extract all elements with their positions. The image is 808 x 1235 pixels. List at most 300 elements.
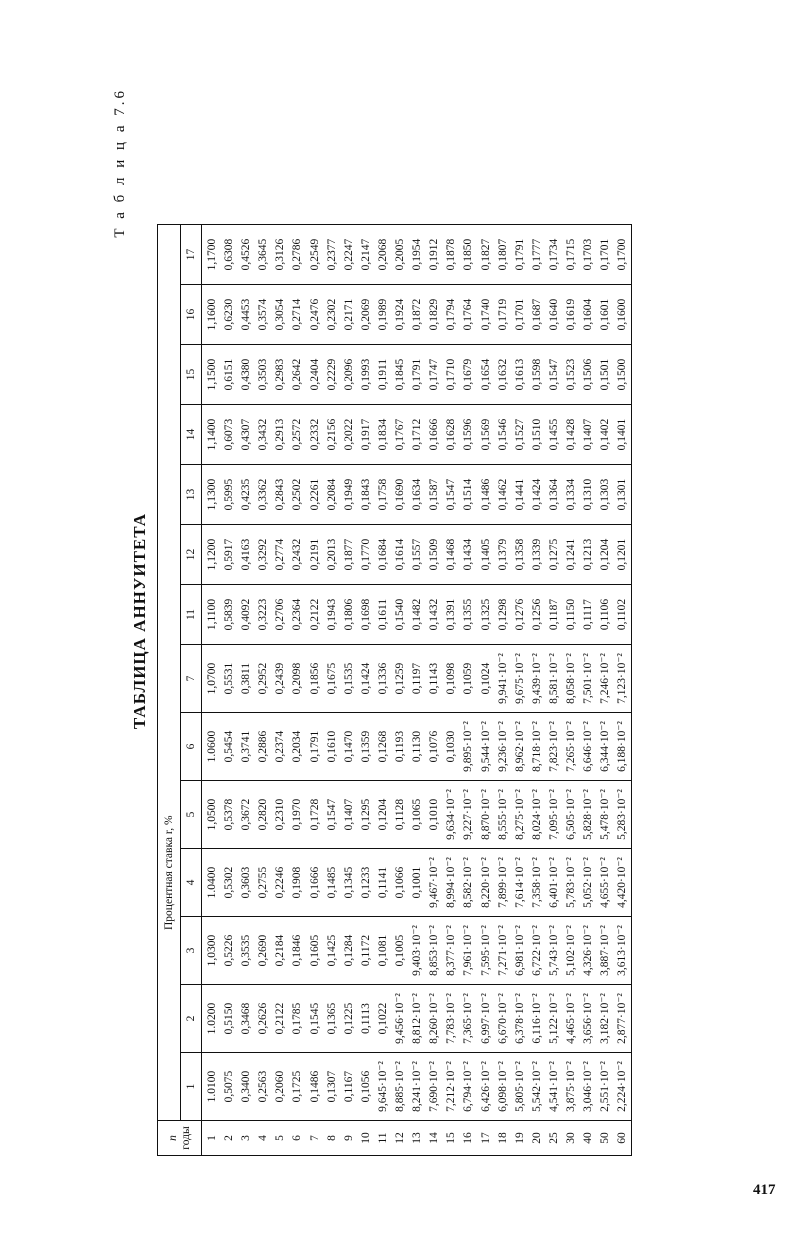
n-cell: 50 — [597, 1121, 614, 1156]
value-cell: 0,2706 — [272, 585, 289, 645]
value-cell: 0,5454 — [221, 713, 238, 781]
value-cell: 0,1201 — [614, 525, 632, 585]
value-cell: 7,614·10⁻² — [512, 849, 529, 917]
n-cell: 9 — [341, 1121, 358, 1156]
value-cell: 3,656·10⁻² — [580, 985, 597, 1053]
value-cell: 0,1596 — [460, 405, 477, 465]
value-cell: 0,1807 — [495, 225, 512, 285]
value-cell: 0,1546 — [495, 405, 512, 465]
value-cell: 0,1407 — [341, 781, 358, 849]
value-cell: 7,095·10⁻² — [546, 781, 563, 849]
table-row — [495, 225, 512, 1156]
n-label: n — [166, 1135, 179, 1141]
rate-header-cell: 15 — [181, 345, 202, 405]
value-cell: 0,2432 — [289, 525, 306, 585]
table-row — [478, 225, 495, 1156]
value-cell: 0,2755 — [255, 849, 272, 917]
value-cell: 7,358·10⁻² — [529, 849, 546, 917]
value-cell: 0,1462 — [495, 465, 512, 525]
value-cell: 6,670·10⁻² — [495, 985, 512, 1053]
value-cell: 0,1486 — [478, 465, 495, 525]
value-cell: 3,046·10⁻² — [580, 1053, 597, 1121]
value-cell: 0,1359 — [358, 713, 375, 781]
value-cell: 0,1197 — [409, 645, 426, 713]
value-cell: 6,116·10⁻² — [529, 985, 546, 1053]
value-cell: 0,1113 — [358, 985, 375, 1053]
value-cell: 0,1666 — [426, 405, 443, 465]
value-cell: 7,501·10⁻² — [580, 645, 597, 713]
value-cell: 0,1066 — [392, 849, 409, 917]
value-cell: 0,1845 — [392, 345, 409, 405]
value-cell: 6,794·10⁻² — [460, 1053, 477, 1121]
table-row — [529, 225, 546, 1156]
value-cell: 0,2229 — [324, 345, 341, 405]
value-cell: 0,1619 — [563, 285, 580, 345]
n-years-header — [158, 1121, 202, 1156]
value-cell: 5,783·10⁻² — [563, 849, 580, 917]
value-cell: 0,1233 — [358, 849, 375, 917]
value-cell: 0,1102 — [614, 585, 632, 645]
value-cell: 9,645·10⁻² — [375, 1053, 392, 1121]
value-cell: 5,805·10⁻² — [512, 1053, 529, 1121]
value-cell: 0,1912 — [426, 225, 443, 285]
value-cell: 0,1587 — [426, 465, 443, 525]
value-cell: 0,1924 — [392, 285, 409, 345]
value-cell: 1,1300 — [202, 465, 222, 525]
rate-header-cell: 2 — [181, 985, 202, 1053]
annuity-table — [157, 224, 632, 1156]
table-row — [358, 225, 375, 1156]
value-cell: 0,3362 — [255, 465, 272, 525]
value-cell: 8,377·10⁻² — [443, 917, 460, 985]
value-cell: 9,675·10⁻² — [512, 645, 529, 713]
value-cell: 0,1540 — [392, 585, 409, 645]
value-cell: 0,1785 — [289, 985, 306, 1053]
value-cell: 0,1428 — [563, 405, 580, 465]
value-cell: 0,1482 — [409, 585, 426, 645]
value-cell: 0,2302 — [324, 285, 341, 345]
value-cell: 0,1514 — [460, 465, 477, 525]
value-cell: 7,246·10⁻² — [597, 645, 614, 713]
value-cell: 1,1400 — [202, 405, 222, 465]
value-cell: 0,2034 — [289, 713, 306, 781]
value-cell: 0,1143 — [426, 645, 443, 713]
value-cell: 0,2886 — [255, 713, 272, 781]
value-cell: 0,1325 — [478, 585, 495, 645]
value-cell: 0,1059 — [460, 645, 477, 713]
value-cell: 7,123·10⁻² — [614, 645, 632, 713]
value-cell: 0,1878 — [443, 225, 460, 285]
value-cell: 0,2502 — [289, 465, 306, 525]
value-cell: 0,1614 — [392, 525, 409, 585]
value-cell: 7,271·10⁻² — [495, 917, 512, 985]
value-cell: 5,052·10⁻² — [580, 849, 597, 917]
value-cell: 4,541·10⁻² — [546, 1053, 563, 1121]
value-cell: 0,1610 — [324, 713, 341, 781]
value-cell: 0,1364 — [546, 465, 563, 525]
n-cell: 16 — [460, 1121, 477, 1156]
value-cell: 0,3811 — [238, 645, 255, 713]
value-cell: 1.0600 — [202, 713, 222, 781]
value-cell: 0,1850 — [460, 225, 477, 285]
value-cell: 2,551·10⁻² — [597, 1053, 614, 1121]
n-cell: 15 — [443, 1121, 460, 1156]
value-cell: 0,1547 — [324, 781, 341, 849]
value-cell: 1.0200 — [202, 985, 222, 1053]
value-cell: 0,1379 — [495, 525, 512, 585]
value-cell: 0,1172 — [358, 917, 375, 985]
value-cell: 0,1065 — [409, 781, 426, 849]
value-cell: 0,1703 — [580, 225, 597, 285]
value-cell: 0,1076 — [426, 713, 443, 781]
value-cell: 0,3503 — [255, 345, 272, 405]
value-cell: 0,2156 — [324, 405, 341, 465]
value-cell: 8,555·10⁻² — [495, 781, 512, 849]
value-cell: 8,581·10⁻² — [546, 645, 563, 713]
table-row — [443, 225, 460, 1156]
rate-header-cell: 4 — [181, 849, 202, 917]
value-cell: 6,378·10⁻² — [512, 985, 529, 1053]
page-number: 417 — [753, 1182, 776, 1198]
value-cell: 1,1200 — [202, 525, 222, 585]
value-cell: 0,2563 — [255, 1053, 272, 1121]
value-cell: 0,4163 — [238, 525, 255, 585]
value-cell: 0,2068 — [375, 225, 392, 285]
table-row — [512, 225, 529, 1156]
value-cell: 1,0700 — [202, 645, 222, 713]
value-cell: 8,885·10⁻² — [392, 1053, 409, 1121]
value-cell: 0,3468 — [238, 985, 255, 1053]
value-cell: 8,962·10⁻² — [512, 713, 529, 781]
value-cell: 0,1547 — [443, 465, 460, 525]
value-cell: 0,1256 — [529, 585, 546, 645]
n-cell: 3 — [238, 1121, 255, 1156]
value-cell: 0,1791 — [307, 713, 324, 781]
value-cell: 0,1307 — [324, 1053, 341, 1121]
value-cell: 0,2404 — [307, 345, 324, 405]
value-cell: 7,365·10⁻² — [460, 985, 477, 1053]
value-cell: 7,595·10⁻² — [478, 917, 495, 985]
value-cell: 6,344·10⁻² — [597, 713, 614, 781]
value-cell: 0,1486 — [307, 1053, 324, 1121]
n-cell: 8 — [324, 1121, 341, 1156]
value-cell: 0,1640 — [546, 285, 563, 345]
value-cell: 0,1628 — [443, 405, 460, 465]
value-cell: 0,1259 — [392, 645, 409, 713]
value-cell: 0,1690 — [392, 465, 409, 525]
value-cell: 0,1470 — [341, 713, 358, 781]
value-cell: 0,3223 — [255, 585, 272, 645]
value-cell: 1,1100 — [202, 585, 222, 645]
value-cell: 0,2572 — [289, 405, 306, 465]
n-cell: 18 — [495, 1121, 512, 1156]
n-cell: 19 — [512, 1121, 529, 1156]
value-cell: 0,1767 — [392, 405, 409, 465]
value-cell: 0,1872 — [409, 285, 426, 345]
value-cell: 0,1989 — [375, 285, 392, 345]
value-cell: 4,465·10⁻² — [563, 985, 580, 1053]
value-cell: 0,2626 — [255, 985, 272, 1053]
value-cell: 9,941·10⁻² — [495, 645, 512, 713]
value-cell: 0,3292 — [255, 525, 272, 585]
value-cell: 6,426·10⁻² — [478, 1053, 495, 1121]
value-cell: 0,2843 — [272, 465, 289, 525]
value-cell: 0,1846 — [289, 917, 306, 985]
value-cell: 0,3126 — [272, 225, 289, 285]
value-cell: 0,1877 — [341, 525, 358, 585]
value-cell: 0,1275 — [546, 525, 563, 585]
n-cell: 1 — [202, 1121, 222, 1156]
value-cell: 0,1500 — [614, 345, 632, 405]
table-row — [375, 225, 392, 1156]
value-cell: 0,2913 — [272, 405, 289, 465]
value-cell: 6,722·10⁻² — [529, 917, 546, 985]
value-cell: 0,1764 — [460, 285, 477, 345]
value-cell: 0,2786 — [289, 225, 306, 285]
value-cell: 8,870·10⁻² — [478, 781, 495, 849]
value-cell: 0,4453 — [238, 285, 255, 345]
n-cell: 20 — [529, 1121, 546, 1156]
value-cell: 0,1601 — [597, 285, 614, 345]
value-cell: 0,3535 — [238, 917, 255, 985]
value-cell: 0,6230 — [221, 285, 238, 345]
value-cell: 0,1527 — [512, 405, 529, 465]
n-cell: 5 — [272, 1121, 289, 1156]
value-cell: 0,5226 — [221, 917, 238, 985]
value-cell: 7,823·10⁻² — [546, 713, 563, 781]
value-cell: 0,1310 — [580, 465, 597, 525]
value-cell: 0,5378 — [221, 781, 238, 849]
value-cell: 0,2374 — [272, 713, 289, 781]
n-cell: 14 — [426, 1121, 443, 1156]
table-row — [580, 225, 597, 1156]
value-cell: 0,1468 — [443, 525, 460, 585]
rate-header-cell: 3 — [181, 917, 202, 985]
value-cell: 6,505·10⁻² — [563, 781, 580, 849]
value-cell: 0,1334 — [563, 465, 580, 525]
value-cell: 0,1141 — [375, 849, 392, 917]
value-cell: 0,1728 — [307, 781, 324, 849]
n-cell: 17 — [478, 1121, 495, 1156]
value-cell: 0,1827 — [478, 225, 495, 285]
value-cell: 0,2642 — [289, 345, 306, 405]
value-cell: 0,1993 — [358, 345, 375, 405]
value-cell: 5,478·10⁻² — [597, 781, 614, 849]
value-cell: 0,1295 — [358, 781, 375, 849]
value-cell: 1.0100 — [202, 1053, 222, 1121]
value-cell: 7,961·10⁻² — [460, 917, 477, 985]
value-cell: 0,1834 — [375, 405, 392, 465]
value-cell: 0,2439 — [272, 645, 289, 713]
value-cell: 9,236·10⁻² — [495, 713, 512, 781]
table-row — [546, 225, 563, 1156]
value-cell: 0,1010 — [426, 781, 443, 849]
value-cell: 0,1167 — [341, 1053, 358, 1121]
value-cell: 8,994·10⁻² — [443, 849, 460, 917]
rate-header-cell: 12 — [181, 525, 202, 585]
value-cell: 0,1391 — [443, 585, 460, 645]
value-cell: 0,1276 — [512, 585, 529, 645]
value-cell: 0,1284 — [341, 917, 358, 985]
table-row — [202, 225, 222, 1156]
n-cell: 13 — [409, 1121, 426, 1156]
rate-row — [181, 225, 202, 1156]
value-cell: 0,1557 — [409, 525, 426, 585]
value-cell: 0,1298 — [495, 585, 512, 645]
value-cell: 0,3400 — [238, 1053, 255, 1121]
table-row — [238, 225, 255, 1156]
value-cell: 0,1679 — [460, 345, 477, 405]
value-cell: 5,122·10⁻² — [546, 985, 563, 1053]
value-cell: 5,283·10⁻² — [614, 781, 632, 849]
value-cell: 0,1005 — [392, 917, 409, 985]
n-cell: 30 — [563, 1121, 580, 1156]
value-cell: 0,1843 — [358, 465, 375, 525]
table-row — [289, 225, 306, 1156]
value-cell: 0,1600 — [614, 285, 632, 345]
value-cell: 0,1509 — [426, 525, 443, 585]
value-cell: 0,3603 — [238, 849, 255, 917]
value-cell: 0,2952 — [255, 645, 272, 713]
value-cell: 8,812·10⁻² — [409, 985, 426, 1053]
n-cell: 4 — [255, 1121, 272, 1156]
value-cell: 6,646·10⁻² — [580, 713, 597, 781]
value-cell: 8,058·10⁻² — [563, 645, 580, 713]
value-cell: 0,1523 — [563, 345, 580, 405]
value-cell: 0,2714 — [289, 285, 306, 345]
years-label: годы — [179, 1126, 192, 1150]
value-cell: 5,743·10⁻² — [546, 917, 563, 985]
rate-header-cell: 5 — [181, 781, 202, 849]
value-cell: 0,1106 — [597, 585, 614, 645]
value-cell: 0,1506 — [580, 345, 597, 405]
rate-header-cell: 1 — [181, 1053, 202, 1121]
value-cell: 9,227·10⁻² — [460, 781, 477, 849]
value-cell: 0,1345 — [341, 849, 358, 917]
table-row — [341, 225, 358, 1156]
value-cell: 0,2983 — [272, 345, 289, 405]
value-cell: 0,5302 — [221, 849, 238, 917]
value-cell: 0,1856 — [307, 645, 324, 713]
value-cell: 1,0500 — [202, 781, 222, 849]
value-cell: 5,828·10⁻² — [580, 781, 597, 849]
value-cell: 0,2364 — [289, 585, 306, 645]
n-cell: 40 — [580, 1121, 597, 1156]
value-cell: 0,1719 — [495, 285, 512, 345]
value-cell: 0,1712 — [409, 405, 426, 465]
value-cell: 0,1806 — [341, 585, 358, 645]
value-cell: 0,1700 — [614, 225, 632, 285]
value-cell: 0,1336 — [375, 645, 392, 713]
value-cell: 0,1434 — [460, 525, 477, 585]
value-cell: 0,5150 — [221, 985, 238, 1053]
value-cell: 4,326·10⁻² — [580, 917, 597, 985]
n-cell: 12 — [392, 1121, 409, 1156]
value-cell: 0,2690 — [255, 917, 272, 985]
value-cell: 0,3672 — [238, 781, 255, 849]
table-row — [460, 225, 477, 1156]
table-row — [426, 225, 443, 1156]
value-cell: 9,403·10⁻² — [409, 917, 426, 985]
value-cell: 0,1213 — [580, 525, 597, 585]
value-cell: 8,024·10⁻² — [529, 781, 546, 849]
value-cell: 0,2261 — [307, 465, 324, 525]
value-cell: 5,102·10⁻² — [563, 917, 580, 985]
value-cell: 0,1485 — [324, 849, 341, 917]
value-cell: 0,4307 — [238, 405, 255, 465]
value-cell: 0,1098 — [443, 645, 460, 713]
value-cell: 9,634·10⁻² — [443, 781, 460, 849]
value-cell: 0,1402 — [597, 405, 614, 465]
value-cell: 7,690·10⁻² — [426, 1053, 443, 1121]
rate-header-cell: 16 — [181, 285, 202, 345]
value-cell: 0,3645 — [255, 225, 272, 285]
rate-header-cell: 11 — [181, 585, 202, 645]
value-cell: 7,899·10⁻² — [495, 849, 512, 917]
value-cell: 0,1424 — [358, 645, 375, 713]
value-cell: 6,981·10⁻² — [512, 917, 529, 985]
rate-header-cell: 17 — [181, 225, 202, 285]
value-cell: 0,1204 — [597, 525, 614, 585]
n-cell: 6 — [289, 1121, 306, 1156]
value-cell: 3,182·10⁻² — [597, 985, 614, 1053]
value-cell: 0,1654 — [478, 345, 495, 405]
value-cell: 0,1339 — [529, 525, 546, 585]
value-cell: 0,1204 — [375, 781, 392, 849]
value-cell: 6,098·10⁻² — [495, 1053, 512, 1121]
value-cell: 0,1510 — [529, 405, 546, 465]
n-cell: 60 — [614, 1121, 632, 1156]
value-cell: 0,1777 — [529, 225, 546, 285]
n-cell: 2 — [221, 1121, 238, 1156]
value-cell: 0,1917 — [358, 405, 375, 465]
value-cell: 0,1791 — [512, 225, 529, 285]
value-cell: 0,2060 — [272, 1053, 289, 1121]
value-cell: 0,3741 — [238, 713, 255, 781]
value-cell: 0,6151 — [221, 345, 238, 405]
value-cell: 0,2096 — [341, 345, 358, 405]
value-cell: 0,1241 — [563, 525, 580, 585]
value-cell: 6,997·10⁻² — [478, 985, 495, 1053]
value-cell: 0,5917 — [221, 525, 238, 585]
value-cell: 4,655·10⁻² — [597, 849, 614, 917]
value-cell: 3,875·10⁻² — [563, 1053, 580, 1121]
table-row — [307, 225, 324, 1156]
value-cell: 0,2022 — [341, 405, 358, 465]
value-cell: 0,5995 — [221, 465, 238, 525]
value-cell: 0,4092 — [238, 585, 255, 645]
value-cell: 0,1725 — [289, 1053, 306, 1121]
table-row — [563, 225, 580, 1156]
value-cell: 0,1030 — [443, 713, 460, 781]
value-cell: 0,1268 — [375, 713, 392, 781]
value-cell: 8,220·10⁻² — [478, 849, 495, 917]
value-cell: 2,224·10⁻² — [614, 1053, 632, 1121]
value-cell: 0,1130 — [409, 713, 426, 781]
value-cell: 0,1117 — [580, 585, 597, 645]
n-cell: 7 — [307, 1121, 324, 1156]
value-cell: 9,439·10⁻² — [529, 645, 546, 713]
table-row — [597, 225, 614, 1156]
table-body — [202, 225, 632, 1156]
rate-header-cell: 14 — [181, 405, 202, 465]
value-cell: 0,2820 — [255, 781, 272, 849]
value-cell: 0,4380 — [238, 345, 255, 405]
value-cell: 0,2332 — [307, 405, 324, 465]
value-cell: 0,1675 — [324, 645, 341, 713]
value-cell: 0,4526 — [238, 225, 255, 285]
value-cell: 0,1710 — [443, 345, 460, 405]
